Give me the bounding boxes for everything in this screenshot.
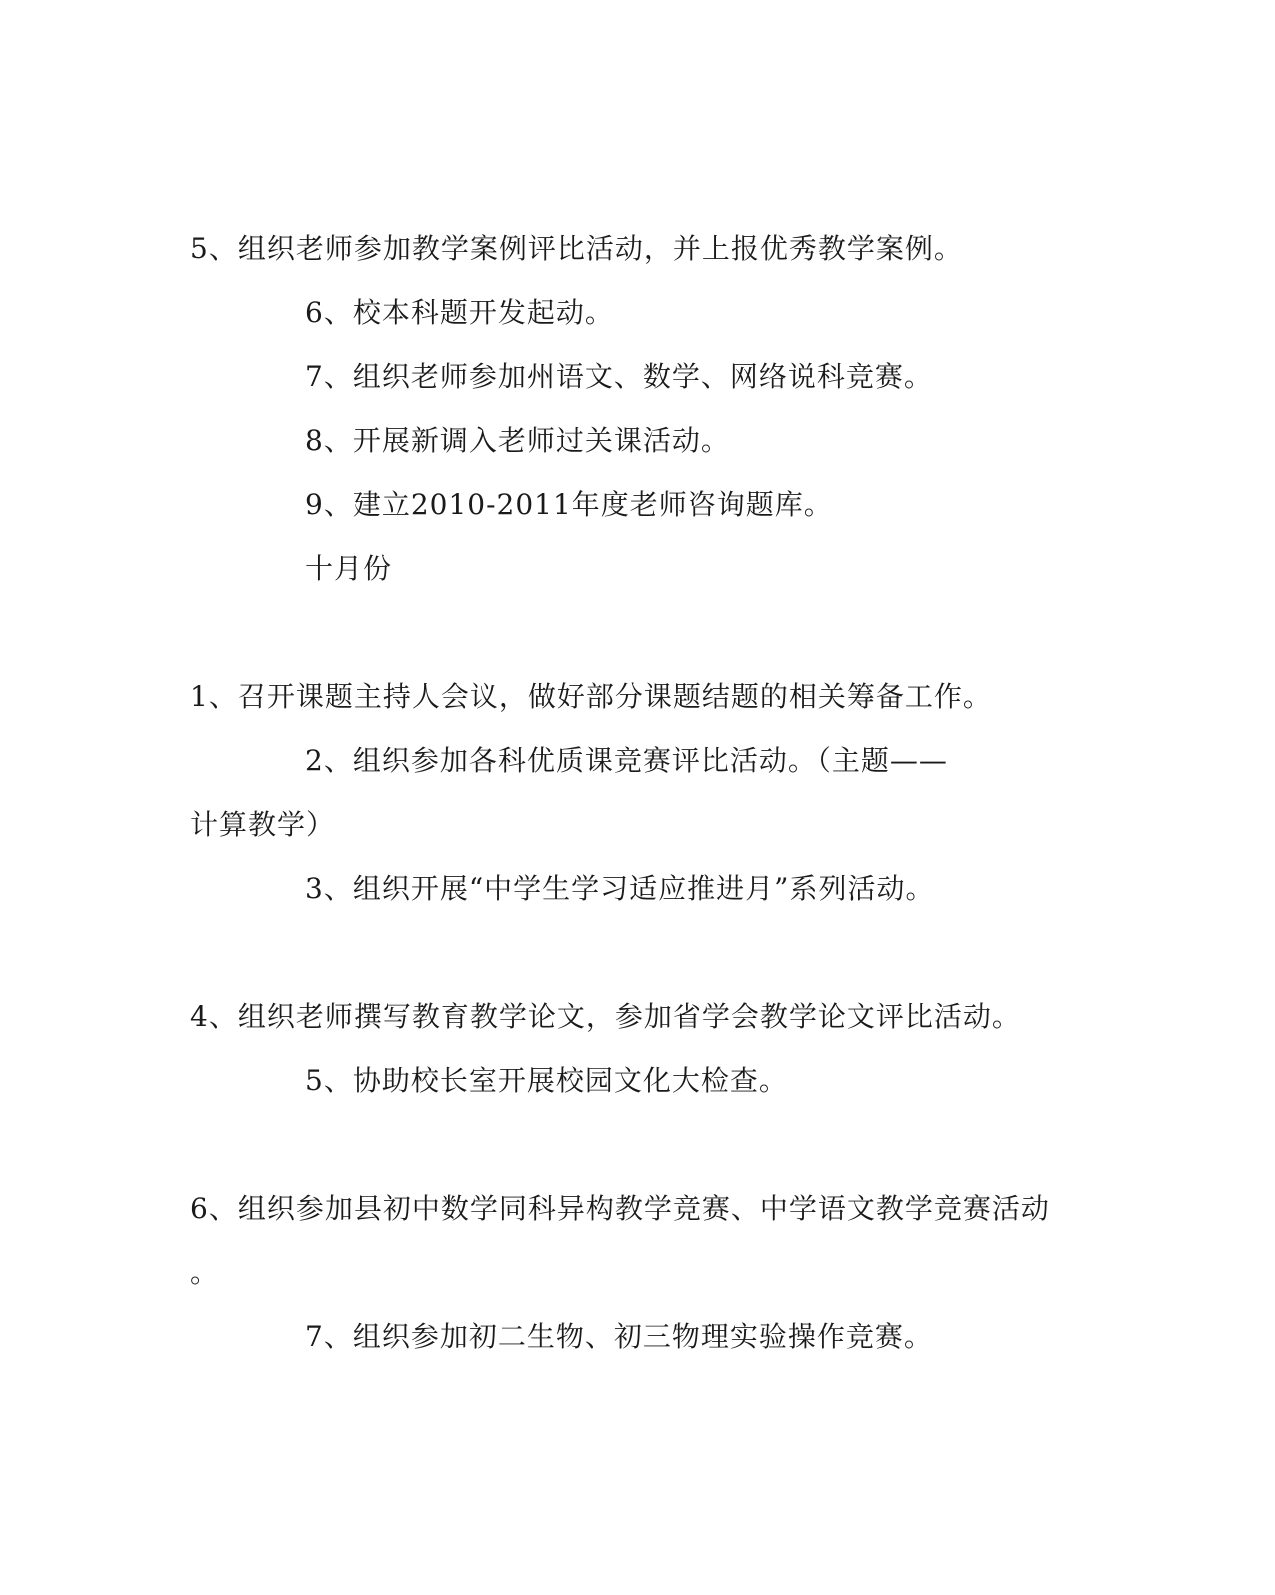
paragraph-line: 5、组织老师参加教学案例评比活动，并上报优秀教学案例。 [190,232,963,265]
paragraph-line: 9、建立2010-2011年度老师咨询题库。 [305,488,833,521]
paragraph-line: 8、开展新调入老师过关课活动。 [305,424,730,457]
paragraph-line: 4、组织老师撰写教育教学论文，参加省学会教学论文评比活动。 [190,1000,1021,1033]
paragraph-line: 2、组织参加各科优质课竞赛评比活动。（主题—— [305,744,948,777]
paragraph-line: 7、组织参加初二生物、初三物理实验操作竞赛。 [305,1320,933,1353]
paragraph-line: 6、校本科题开发起动。 [305,296,614,329]
section-heading: 十月份 [305,552,393,585]
paragraph-line: 计算教学） [190,808,336,841]
paragraph-line: 1、召开课题主持人会议，做好部分课题结题的相关筹备工作。 [190,680,992,713]
paragraph-line: 6、组织参加县初中数学同科异构教学竞赛、中学语文教学竞赛活动 [190,1192,1050,1225]
paragraph-line: 5、协助校长室开展校园文化大检查。 [305,1064,788,1097]
paragraph-line: 3、组织开展“中学生学习适应推进月”系列活动。 [305,872,935,905]
paragraph-line: 。 [190,1256,220,1289]
paragraph-line: 7、组织老师参加州语文、数学、网络说科竞赛。 [305,360,933,393]
